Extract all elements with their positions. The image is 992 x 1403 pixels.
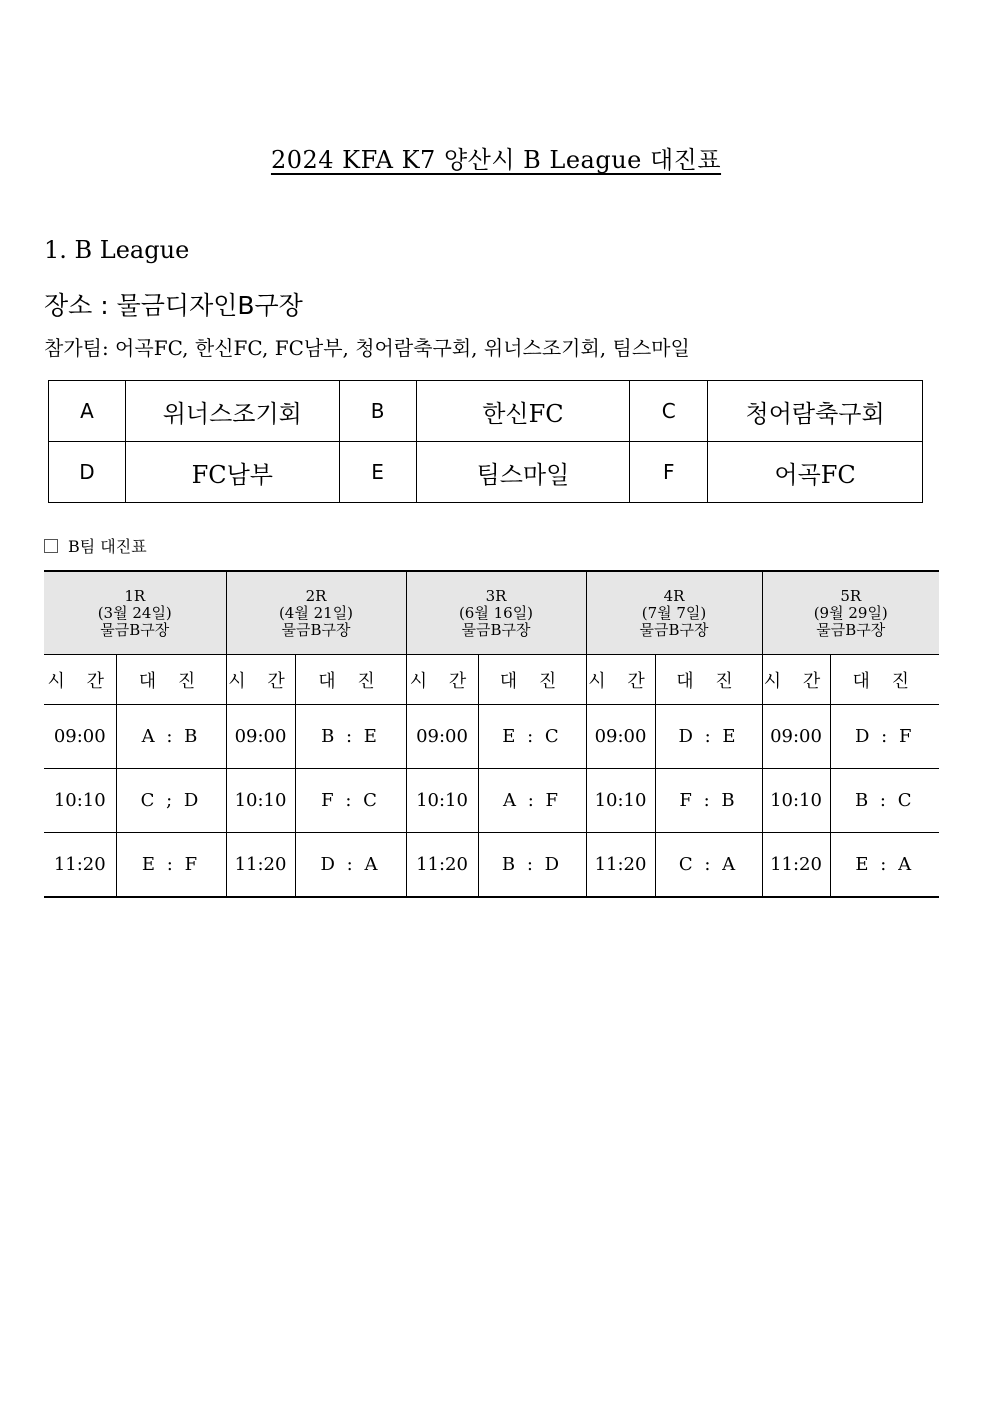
round-date: (9월 29일) bbox=[813, 603, 888, 622]
team-row bbox=[49, 442, 923, 503]
game-match: D : F bbox=[830, 705, 939, 769]
time-column-header: 시 간 bbox=[226, 655, 295, 705]
team-name: 위너스조기회 bbox=[125, 381, 339, 442]
table-row bbox=[44, 833, 939, 898]
time-column-header: 시 간 bbox=[406, 655, 478, 705]
game-time: 11:20 bbox=[406, 833, 478, 898]
document-title-text: 2024 KFA K7 양산시 B League 대진표 bbox=[270, 146, 722, 174]
match-column-header: 대 진 bbox=[830, 655, 939, 705]
team-letter: C bbox=[630, 381, 708, 442]
team-letter: D bbox=[49, 442, 126, 503]
time-column-header: 시 간 bbox=[586, 655, 655, 705]
round-label: 5R bbox=[840, 586, 862, 605]
round-place: 물금B구장 bbox=[816, 620, 886, 639]
round-header bbox=[762, 571, 939, 655]
team-row bbox=[49, 381, 923, 442]
round-header bbox=[586, 571, 762, 655]
round-header bbox=[406, 571, 586, 655]
game-match: C : A bbox=[655, 833, 762, 898]
checkbox-square-icon bbox=[44, 539, 58, 553]
round-label: 2R bbox=[305, 586, 327, 605]
game-match: C ; D bbox=[116, 769, 226, 833]
game-time: 10:10 bbox=[406, 769, 478, 833]
team-letter: F bbox=[630, 442, 708, 503]
round-date: (3월 24일) bbox=[97, 603, 172, 622]
game-time: 09:00 bbox=[226, 705, 295, 769]
game-time: 11:20 bbox=[226, 833, 295, 898]
game-time: 09:00 bbox=[762, 705, 830, 769]
team-name: 청어람축구회 bbox=[708, 381, 923, 442]
time-column-header: 시 간 bbox=[44, 655, 116, 705]
round-place: 물금B구장 bbox=[281, 620, 351, 639]
game-match: E : A bbox=[830, 833, 939, 898]
match-column-header: 대 진 bbox=[478, 655, 586, 705]
team-name: 팀스마일 bbox=[416, 442, 630, 503]
round-header bbox=[226, 571, 406, 655]
game-time: 11:20 bbox=[762, 833, 830, 898]
schedule-table bbox=[44, 570, 939, 898]
participants-text: 참가팀: 어곡FC, 한신FC, FC남부, 청어람축구회, 위너스조기회, 팀스마일 bbox=[44, 336, 690, 360]
game-match: F : C bbox=[295, 769, 406, 833]
team-name: 한신FC bbox=[416, 381, 630, 442]
round-label: 3R bbox=[485, 586, 507, 605]
game-time: 10:10 bbox=[44, 769, 116, 833]
round-header-row bbox=[44, 571, 939, 655]
team-letter: B bbox=[339, 381, 416, 442]
schedule-heading-text: B팀 대진표 bbox=[68, 537, 147, 556]
round-place: 물금B구장 bbox=[461, 620, 531, 639]
game-match: D : E bbox=[655, 705, 762, 769]
match-column-header: 대 진 bbox=[116, 655, 226, 705]
game-time: 09:00 bbox=[44, 705, 116, 769]
time-column-header: 시 간 bbox=[762, 655, 830, 705]
team-table bbox=[48, 380, 923, 503]
game-match: D : A bbox=[295, 833, 406, 898]
section-heading: 1. B League bbox=[44, 236, 190, 264]
game-match: A : B bbox=[116, 705, 226, 769]
table-row bbox=[44, 705, 939, 769]
game-match: B : C bbox=[830, 769, 939, 833]
round-place: 물금B구장 bbox=[100, 620, 170, 639]
game-time: 10:10 bbox=[226, 769, 295, 833]
table-row bbox=[44, 769, 939, 833]
round-header bbox=[44, 571, 226, 655]
game-time: 09:00 bbox=[586, 705, 655, 769]
team-letter: E bbox=[339, 442, 416, 503]
match-column-header: 대 진 bbox=[295, 655, 406, 705]
round-date: (7월 7일) bbox=[641, 603, 707, 622]
game-match: E : C bbox=[478, 705, 586, 769]
round-date: (6월 16일) bbox=[458, 603, 534, 622]
round-date: (4월 21일) bbox=[278, 603, 354, 622]
match-column-header: 대 진 bbox=[655, 655, 762, 705]
game-time: 10:10 bbox=[586, 769, 655, 833]
column-header-row bbox=[44, 655, 939, 705]
round-label: 4R bbox=[663, 586, 685, 605]
game-time: 09:00 bbox=[406, 705, 478, 769]
round-label: 1R bbox=[124, 586, 146, 605]
game-time: 11:20 bbox=[586, 833, 655, 898]
game-match: B : D bbox=[478, 833, 586, 898]
game-match: E : F bbox=[116, 833, 226, 898]
game-match: F : B bbox=[655, 769, 762, 833]
round-place: 물금B구장 bbox=[639, 620, 709, 639]
team-name: 어곡FC bbox=[708, 442, 923, 503]
game-match: A : F bbox=[478, 769, 586, 833]
game-match: B : E bbox=[295, 705, 406, 769]
game-time: 10:10 bbox=[762, 769, 830, 833]
team-name: FC남부 bbox=[125, 442, 339, 503]
game-time: 11:20 bbox=[44, 833, 116, 898]
document-title bbox=[0, 140, 992, 175]
venue-text: 장소 : 물금디자인B구장 bbox=[44, 291, 303, 320]
schedule-heading bbox=[44, 534, 147, 557]
team-letter: A bbox=[49, 381, 126, 442]
